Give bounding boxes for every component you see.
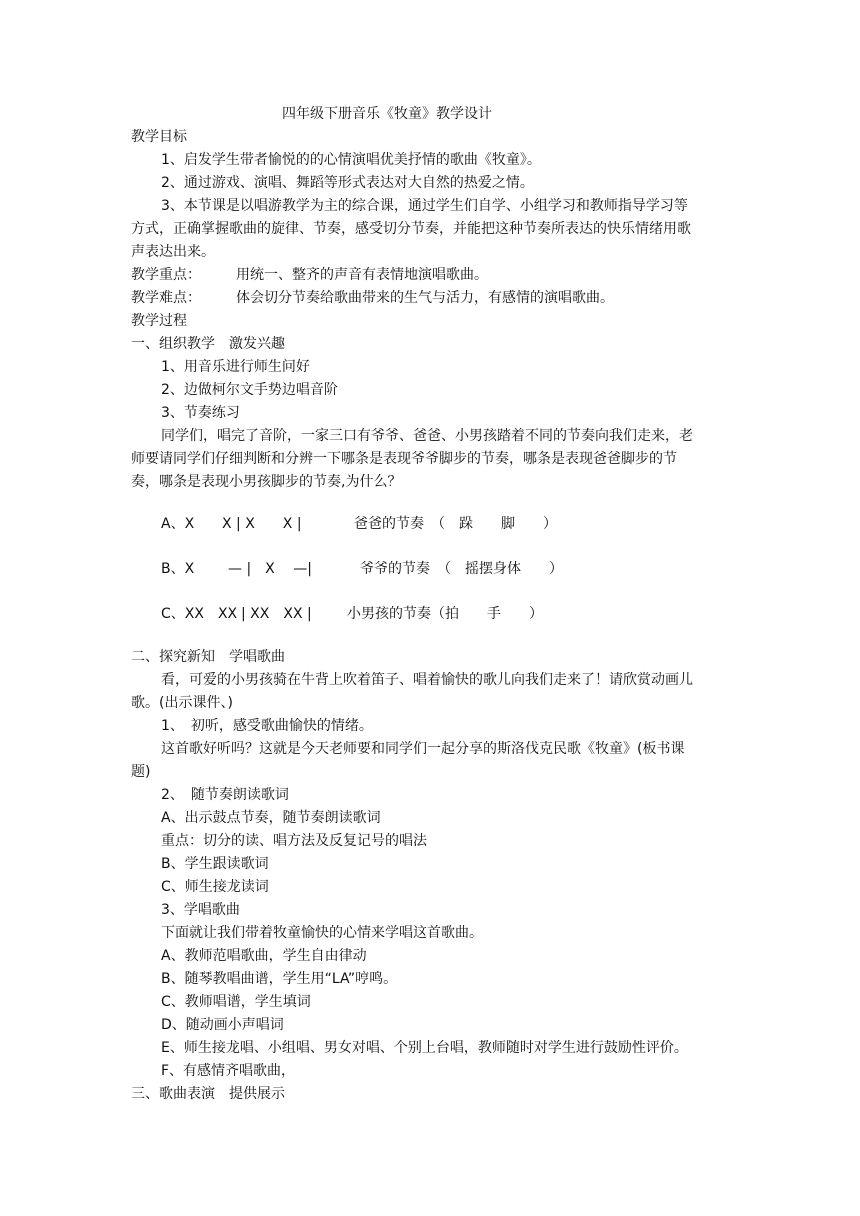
- goal-1: 1、启发学生带者愉悦的的心情演唱优美抒情的歌曲《牧童》。: [161, 152, 541, 168]
- part-2-intro-line-2: 歌。(出示课件、): [131, 695, 233, 711]
- rhythm-b-description: 爷爷的节奏 （ 摇摆身体 ）: [360, 561, 563, 577]
- part-1-paragraph-line-1: 同学们，唱完了音阶，一家三口有爷爷、爸爸、小男孩踏着不同的节奏向我们走来，老: [161, 428, 693, 444]
- rhythm-c-description: 小男孩的节奏（拍 手 ）: [347, 606, 543, 622]
- key-point-label: 教学重点：: [131, 267, 201, 283]
- part-2-item-2-b: B、学生跟读歌词: [161, 856, 269, 872]
- part-2-item-3-a: A、教师范唱歌曲，学生自由律动: [161, 948, 367, 964]
- rhythm-b-notes: — | X —|: [228, 561, 312, 577]
- part-2-intro-line-1: 看，可爱的小男孩骑在牛背上吹着笛子、唱着愉快的歌儿向我们走来了！请欣赏动画儿: [161, 672, 693, 688]
- part-3-heading: 三、歌曲表演 提供展示: [131, 1086, 285, 1102]
- part-2-item-3-intro: 下面就让我们带着牧童愉快的心情来学唱这首歌曲。: [161, 925, 483, 941]
- part-2-item-1-text-line-2: 题): [131, 764, 151, 780]
- rhythm-a-label: A、X: [161, 516, 195, 532]
- part-2-item-1-text-line-1: 这首歌好听吗？这就是今天老师要和同学们一起分享的斯洛伐克民歌《牧童》(板书课: [161, 741, 685, 757]
- part-2-item-1: 1、 初听，感受歌曲愉快的情绪。: [161, 718, 373, 734]
- goal-2: 2、通过游戏、演唱、舞蹈等形式表达对大自然的热爱之情。: [161, 175, 534, 191]
- part-2-item-2-a: A、出示鼓点节奏，随节奏朗读歌词: [161, 810, 381, 826]
- part-2-item-3-e: E、师生接龙唱、小组唱、男女对唱、个别上台唱，教师随时对学生进行鼓励性评价。: [161, 1040, 688, 1056]
- goals-heading: 教学目标: [131, 129, 187, 145]
- difficulty-text: 体会切分节奏给歌曲带来的生气与活力，有感情的演唱歌曲。: [236, 290, 614, 306]
- part-2-item-3-b: B、随琴教唱曲谱，学生用“LA”哼鸣。: [161, 971, 398, 987]
- part-1-step-3: 3、节奏练习: [161, 405, 240, 421]
- part-1-paragraph-line-2: 师要请同学们仔细判断和分辨一下哪条是表现爷爷脚步的节奏，哪条是表现爸爸脚步的节: [131, 451, 677, 467]
- part-2-item-3-f: F、有感情齐唱歌曲，: [161, 1063, 296, 1079]
- key-point-text: 用统一、整齐的声音有表情地演唱歌曲。: [236, 267, 488, 283]
- rhythm-c-label: C、XX XX: [161, 606, 238, 622]
- goal-3-line-2: 方式，正确掌握歌曲的旋律、节奏，感受切分节奏，并能把这种节奏所表达的快乐情绪用歌: [131, 221, 691, 237]
- difficulty-label: 教学难点：: [131, 290, 201, 306]
- part-1-paragraph-line-3: 奏，哪条是表现小男孩脚步的节奏,为什么？: [131, 474, 402, 490]
- part-2-item-2-c: C、师生接龙读词: [161, 879, 269, 895]
- part-1-heading: 一、组织教学 激发兴趣: [131, 336, 285, 352]
- rhythm-a-description: 爸爸的节奏 （ 跺 脚 ）: [354, 516, 557, 532]
- part-2-item-3-c: C、教师唱谱，学生填词: [161, 994, 311, 1010]
- document-title: 四年级下册音乐《牧童》教学设计: [282, 106, 492, 122]
- rhythm-a-notes: X | X X |: [222, 516, 302, 532]
- part-2-heading: 二、探究新知 学唱歌曲: [131, 649, 285, 665]
- part-2-item-2: 2、 随节奏朗读歌词: [161, 787, 289, 803]
- part-2-item-3-d: D、随动画小声唱词: [161, 1017, 284, 1033]
- rhythm-b-label: B、X: [161, 561, 195, 577]
- process-heading: 教学过程: [131, 313, 187, 329]
- rhythm-c-notes: | XX XX |: [241, 606, 312, 622]
- part-2-item-2-key: 重点：切分的读、唱方法及反复记号的唱法: [161, 833, 427, 849]
- part-2-item-3: 3、学唱歌曲: [161, 902, 240, 918]
- part-1-step-2: 2、边做柯尔文手势边唱音阶: [161, 382, 338, 398]
- part-1-step-1: 1、用音乐进行师生问好: [161, 359, 310, 375]
- goal-3-line-3: 声表达出来。: [131, 244, 215, 260]
- goal-3-line-1: 3、本节课是以唱游教学为主的综合课，通过学生们自学、小组学习和教师指导学习等: [161, 198, 688, 214]
